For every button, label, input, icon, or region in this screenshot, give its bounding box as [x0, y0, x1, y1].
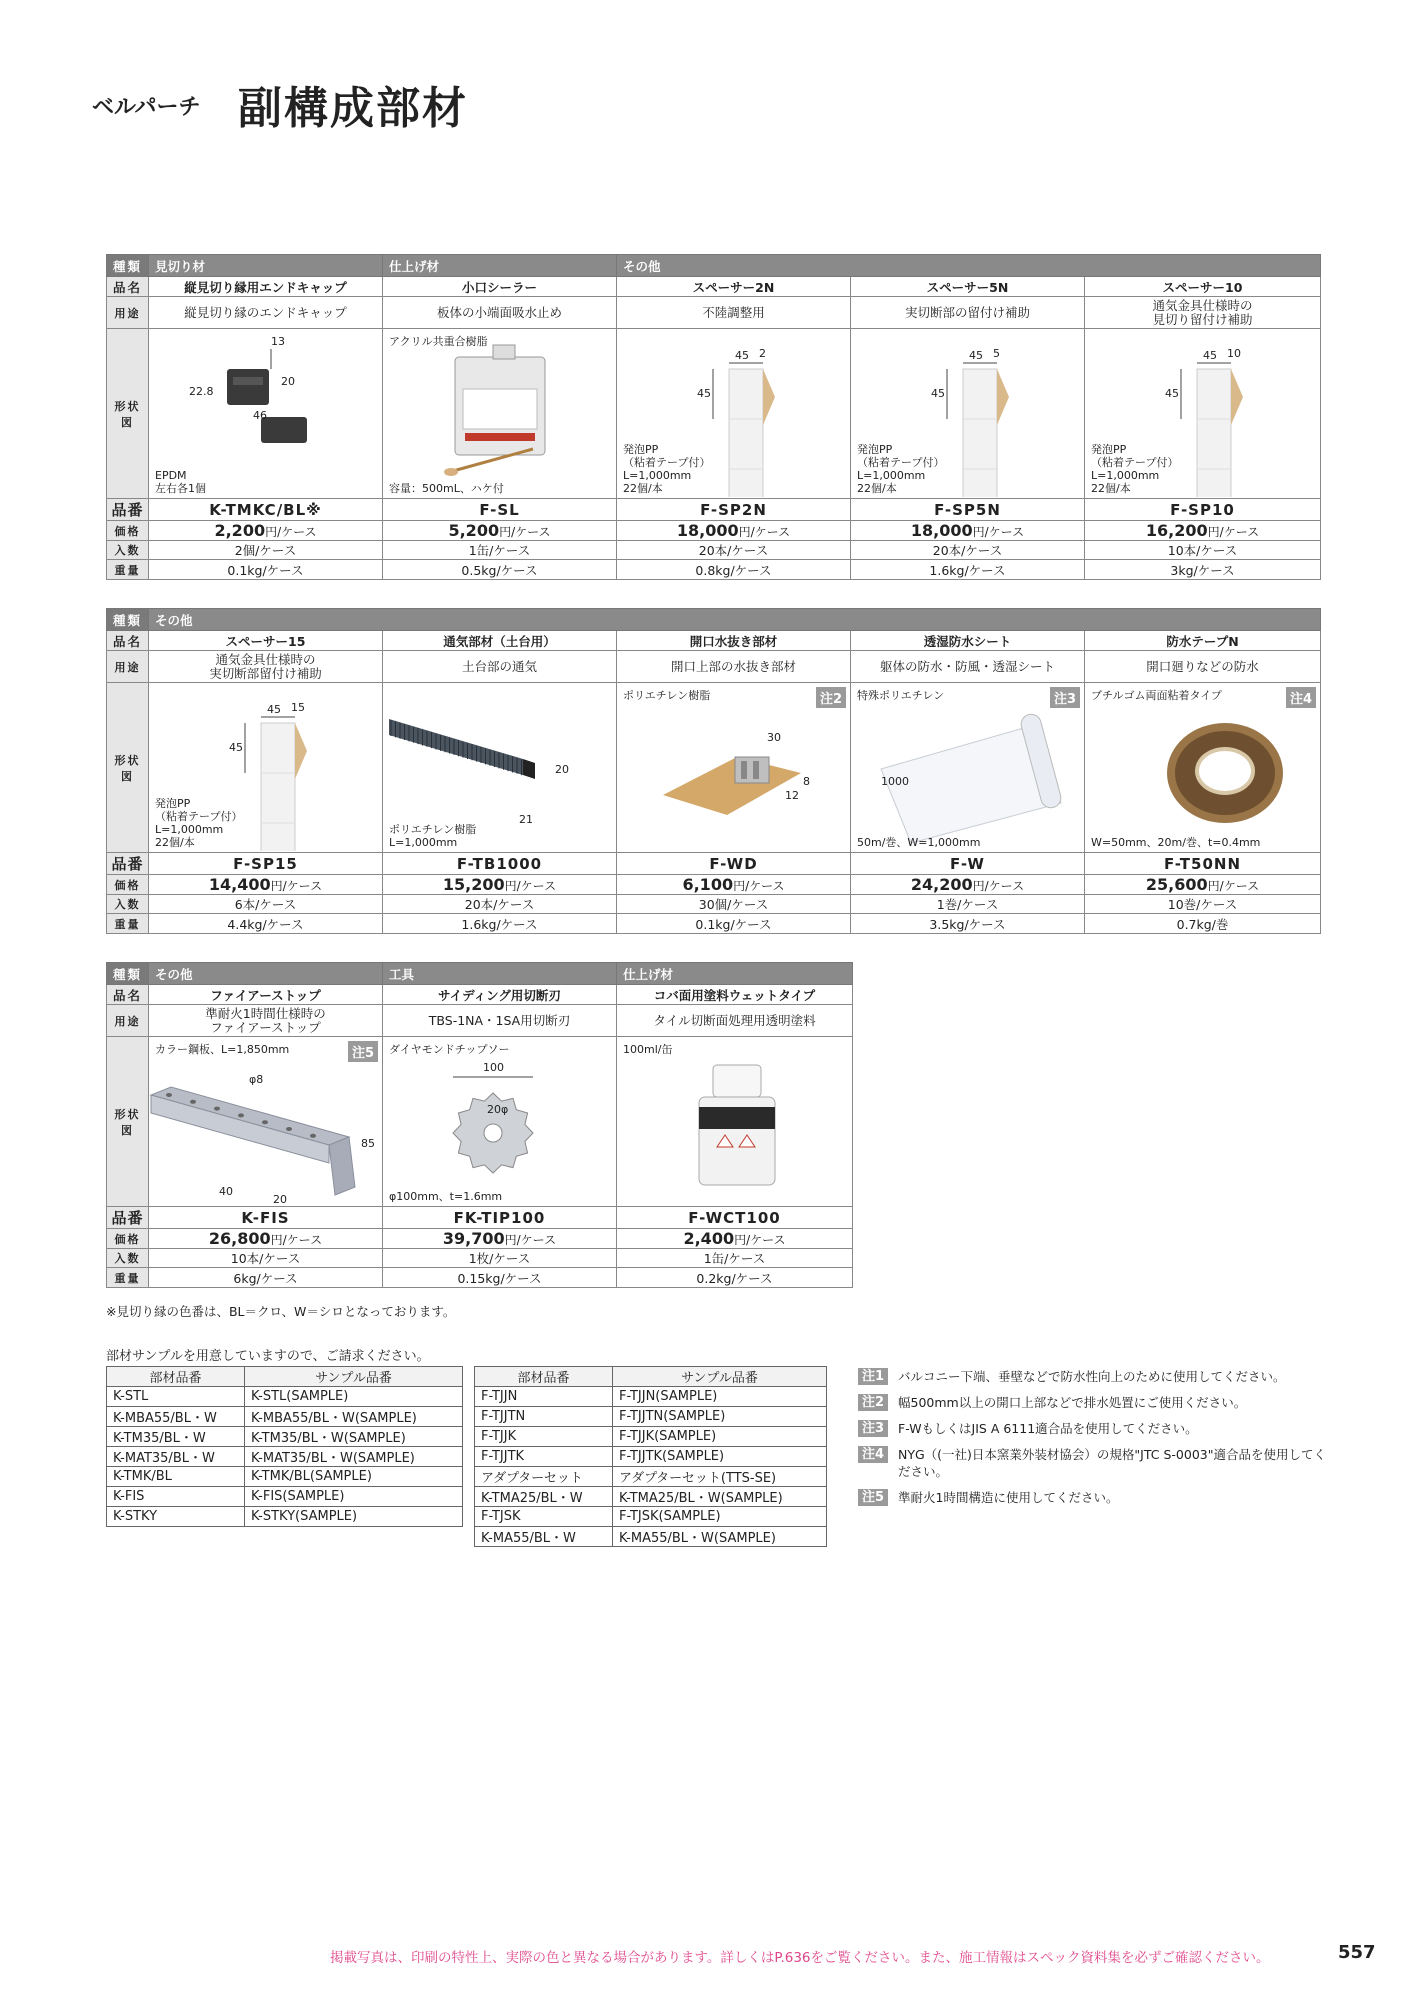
sample-row [107, 1507, 463, 1527]
product-weight: 1.6kg/ケース [851, 560, 1085, 580]
price-label: 価格 [107, 1229, 149, 1249]
sample-code: F-TJJK(SAMPLE) [613, 1427, 827, 1447]
product-price [149, 1229, 383, 1249]
product-figure [149, 329, 383, 499]
product-price [1085, 521, 1321, 541]
use-label: 用途 [107, 297, 149, 329]
parts-table-1 [106, 254, 1321, 580]
dimension-label: 45 [697, 387, 711, 400]
dimension-label: 45 [229, 741, 243, 754]
figure-material: ダイヤモンドチップソー [389, 1043, 510, 1056]
dimension-label: 100 [483, 1061, 504, 1074]
product-code: F-SP15 [149, 853, 383, 875]
qty-label: 入数 [107, 895, 149, 914]
code-label: 品番 [107, 853, 149, 875]
group-header: 工具 [383, 963, 617, 985]
product-name: スペーサー15 [149, 631, 383, 651]
price-label: 価格 [107, 521, 149, 541]
sample-row [107, 1467, 463, 1487]
product-price [383, 1229, 617, 1249]
product-figure [617, 329, 851, 499]
sample-code: K-TMA25/BL・W(SAMPLE) [613, 1487, 827, 1507]
sample-row [107, 1447, 463, 1467]
note-badge: 注2 [858, 1394, 888, 1411]
part-code: F-TJJTN [475, 1407, 613, 1427]
product-weight: 0.7kg/巻 [1085, 914, 1321, 934]
dimension-label: 5 [993, 347, 1000, 360]
price-unit: 円/ケース [265, 525, 317, 539]
dimension-label: 15 [291, 701, 305, 714]
price-value: 24,200 [910, 875, 973, 894]
product-use: TBS-1NA・1SA用切断刃 [383, 1005, 617, 1037]
product-use: 準耐火1時間仕様時の ファイアーストップ [149, 1005, 383, 1037]
product-illustration [383, 1037, 615, 1205]
shape-label: 形状図 [107, 683, 149, 853]
dimension-label: 20φ [487, 1103, 509, 1116]
price-unit: 円/ケース [972, 525, 1025, 539]
product-code: F-TB1000 [383, 853, 617, 875]
name-label: 品名 [107, 277, 149, 297]
sample-row [107, 1387, 463, 1407]
product-weight: 3.5kg/ケース [851, 914, 1085, 934]
dimension-label: 46 [253, 409, 267, 422]
sample-intro: 部材サンプルを用意していますので、ご請求ください。 [106, 1349, 430, 1364]
dimension-label: 45 [735, 349, 749, 362]
product-weight: 6kg/ケース [149, 1268, 383, 1288]
part-code: K-TM35/BL・W [107, 1427, 245, 1447]
dimension-label: 2 [759, 347, 766, 360]
price-unit: 円/ケース [1207, 879, 1260, 893]
product-name: 防水テープN [1085, 631, 1321, 651]
product-illustration [617, 683, 849, 851]
dimension-label: 21 [519, 813, 533, 826]
dimension-label: 20 [273, 1193, 287, 1205]
product-figure [149, 1037, 383, 1207]
product-price [617, 1229, 853, 1249]
price-value: 26,800 [208, 1229, 271, 1248]
figure-spec: 発泡PP （粘着テープ付） L=1,000mm 22個/本 [155, 797, 243, 849]
figure-material: 特殊ポリエチレン [857, 689, 945, 702]
product-illustration [851, 683, 1083, 851]
product-code: F-SP10 [1085, 499, 1321, 521]
product-price [617, 875, 851, 895]
sample-row [475, 1407, 827, 1427]
group-header: 仕上げ材 [617, 963, 853, 985]
product-figure [383, 1037, 617, 1207]
product-illustration [383, 329, 615, 497]
sample-code: K-MA55/BL・W(SAMPLE) [613, 1527, 827, 1547]
figure-spec: W=50mm、20m/巻、t=0.4mm [1091, 836, 1261, 849]
footer-disclaimer: 掲載写真は、印刷の特性上、実際の色と異なる場合があります。詳しくはP.636をご覧ください。また、施工情報はスペック資料集を必ずご確認ください。 [330, 1950, 1270, 1966]
product-weight: 0.5kg/ケース [383, 560, 617, 580]
qty-label: 入数 [107, 1249, 149, 1268]
product-code: F-SL [383, 499, 617, 521]
product-price [383, 875, 617, 895]
product-code: K-FIS [149, 1207, 383, 1229]
note-text: 幅500mm以上の開口上部などで排水処置にご使用ください。 [898, 1395, 1247, 1410]
figure-spec: 発泡PP （粘着テープ付） L=1,000mm 22個/本 [1091, 443, 1179, 495]
product-figure [383, 683, 617, 853]
group-header: 仕上げ材 [383, 255, 617, 277]
product-name: 通気部材（土台用） [383, 631, 617, 651]
price-unit: 円/ケース [734, 1233, 786, 1247]
product-figure [149, 683, 383, 853]
product-use: 板体の小端面吸水止め [383, 297, 617, 329]
group-header: その他 [149, 963, 383, 985]
sample-col-header: 部材品番 [475, 1367, 613, 1387]
price-value: 25,600 [1145, 875, 1208, 894]
product-price [149, 521, 383, 541]
product-use: 開口上部の水抜き部材 [617, 651, 851, 683]
note-text: F-WもしくはJIS A 6111適合品を使用してください。 [898, 1421, 1198, 1436]
product-figure [1085, 329, 1321, 499]
product-qty: 10巻/ケース [1085, 895, 1321, 914]
sample-code: F-TJSK(SAMPLE) [613, 1507, 827, 1527]
product-use: 不陸調整用 [617, 297, 851, 329]
part-code: F-TJJN [475, 1387, 613, 1407]
shape-label: 形状図 [107, 1037, 149, 1207]
price-unit: 円/ケース [504, 1233, 557, 1247]
code-label: 品番 [107, 1207, 149, 1229]
price-unit: 円/ケース [1207, 525, 1260, 539]
product-name: 開口水抜き部材 [617, 631, 851, 651]
product-name: スペーサー10 [1085, 277, 1321, 297]
figure-material: カラー鋼板、L=1,850mm [155, 1043, 290, 1056]
part-code: F-TJJK [475, 1427, 613, 1447]
product-qty: 2個/ケース [149, 541, 383, 560]
product-figure [851, 683, 1085, 853]
product-qty: 1枚/ケース [383, 1249, 617, 1268]
dimension-label: 20 [555, 763, 569, 776]
product-name: 縦見切り縁用エンドキャップ [149, 277, 383, 297]
product-use: 通気金具仕様時の 実切断部留付け補助 [149, 651, 383, 683]
product-code: F-T50NN [1085, 853, 1321, 875]
product-code: K-TMKC/BL※ [149, 499, 383, 521]
name-label: 品名 [107, 631, 149, 651]
type-label: 種類 [107, 609, 149, 631]
note-badge: 注4 [858, 1446, 888, 1463]
product-price [149, 875, 383, 895]
figure-spec: φ100mm、t=1.6mm [389, 1190, 503, 1203]
code-label: 品番 [107, 499, 149, 521]
sample-code: アダプターセット(TTS-SE) [613, 1467, 827, 1487]
product-use: 躯体の防水・防風・透湿シート [851, 651, 1085, 683]
product-qty: 20本/ケース [383, 895, 617, 914]
sample-col-header: サンプル品番 [613, 1367, 827, 1387]
dimension-label: 30 [767, 731, 781, 744]
figure-spec: 50m/巻、W=1,000mm [857, 836, 981, 849]
note-item [858, 1394, 1328, 1411]
product-weight: 3kg/ケース [1085, 560, 1321, 580]
product-qty: 10本/ケース [1085, 541, 1321, 560]
note-ref-badge: 注3 [1050, 687, 1080, 708]
weight-label: 重量 [107, 914, 149, 934]
product-illustration [149, 1037, 381, 1205]
figure-spec: EPDM 左右各1個 [155, 469, 206, 495]
product-weight: 0.1kg/ケース [617, 914, 851, 934]
dimension-label: 22.8 [189, 385, 214, 398]
product-code: F-W [851, 853, 1085, 875]
figure-material: 100ml/缶 [623, 1043, 673, 1056]
figure-spec: ポリエチレン樹脂 L=1,000mm [389, 823, 477, 849]
parts-table-2 [106, 608, 1321, 934]
product-name: サイディング用切断刃 [383, 985, 617, 1005]
product-code: F-WD [617, 853, 851, 875]
group-header: その他 [149, 609, 1321, 631]
price-value: 18,000 [910, 521, 973, 540]
group-header: 見切り材 [149, 255, 383, 277]
page-number: 557 [1338, 1942, 1376, 1963]
sample-row [475, 1507, 827, 1527]
sample-table-right [474, 1366, 827, 1547]
product-use: 開口廻りなどの防水 [1085, 651, 1321, 683]
product-price [617, 521, 851, 541]
color-code-note: ※見切り縁の色番は、BL＝クロ、W＝シロとなっております。 [106, 1304, 456, 1319]
note-item [858, 1489, 1328, 1506]
sample-code: F-TJJTK(SAMPLE) [613, 1447, 827, 1467]
dimension-label: 8 [803, 775, 810, 788]
weight-label: 重量 [107, 560, 149, 580]
sample-row [107, 1427, 463, 1447]
product-qty: 20本/ケース [617, 541, 851, 560]
product-illustration [1085, 683, 1317, 851]
product-illustration [617, 1037, 849, 1205]
product-name: コバ面用塗料ウェットタイプ [617, 985, 853, 1005]
brand-label: ベルパーチ [92, 95, 201, 120]
price-value: 5,200 [448, 521, 500, 540]
price-value: 2,200 [214, 521, 266, 540]
note-item [858, 1420, 1328, 1437]
part-code: K-MBA55/BL・W [107, 1407, 245, 1427]
product-figure [1085, 683, 1321, 853]
dimension-label: 12 [785, 789, 799, 802]
figure-spec: 発泡PP （粘着テープ付） L=1,000mm 22個/本 [857, 443, 945, 495]
type-label: 種類 [107, 255, 149, 277]
part-code: K-FIS [107, 1487, 245, 1507]
note-text: バルコニー下端、垂壁などで防水性向上のために使用してください。 [898, 1369, 1286, 1384]
note-ref-badge: 注2 [816, 687, 846, 708]
part-code: K-MAT35/BL・W [107, 1447, 245, 1467]
figure-spec: 発泡PP （粘着テープ付） L=1,000mm 22個/本 [623, 443, 711, 495]
dimension-label: 20 [281, 375, 295, 388]
product-qty: 6本/ケース [149, 895, 383, 914]
sample-row [475, 1487, 827, 1507]
product-figure [851, 329, 1085, 499]
dimension-label: 13 [271, 335, 285, 348]
part-code: K-MA55/BL・W [475, 1527, 613, 1547]
product-qty: 1缶/ケース [617, 1249, 853, 1268]
product-price [851, 521, 1085, 541]
sample-row [475, 1427, 827, 1447]
sample-row [107, 1487, 463, 1507]
sample-col-header: サンプル品番 [245, 1367, 463, 1387]
price-unit: 円/ケース [733, 879, 785, 893]
product-code: FK-TIP100 [383, 1207, 617, 1229]
note-badge: 注5 [858, 1489, 888, 1506]
part-code: K-TMK/BL [107, 1467, 245, 1487]
sample-table-left [106, 1366, 463, 1527]
sample-code: K-TMK/BL(SAMPLE) [245, 1467, 463, 1487]
product-name: ファイアーストップ [149, 985, 383, 1005]
sample-code: K-STL(SAMPLE) [245, 1387, 463, 1407]
part-code: F-TJJTK [475, 1447, 613, 1467]
product-name: スペーサー5N [851, 277, 1085, 297]
dimension-label: 85 [361, 1137, 375, 1150]
dimension-label: 40 [219, 1185, 233, 1198]
sample-row [107, 1407, 463, 1427]
part-code: K-TMA25/BL・W [475, 1487, 613, 1507]
name-label: 品名 [107, 985, 149, 1005]
product-figure [617, 683, 851, 853]
dimension-label: 45 [931, 387, 945, 400]
note-text: NYG（(一社)日本窯業外装材協会）の規格"JTC S-0003"適合品を使用してください。 [898, 1447, 1326, 1479]
parts-table-3 [106, 962, 853, 1288]
product-code: F-SP5N [851, 499, 1085, 521]
price-unit: 円/ケース [270, 1233, 323, 1247]
price-unit: 円/ケース [499, 525, 551, 539]
product-weight: 0.2kg/ケース [617, 1268, 853, 1288]
price-unit: 円/ケース [270, 879, 323, 893]
product-use: 土台部の通気 [383, 651, 617, 683]
sample-col-header: 部材品番 [107, 1367, 245, 1387]
weight-label: 重量 [107, 1268, 149, 1288]
sample-code: F-TJJTN(SAMPLE) [613, 1407, 827, 1427]
group-header: その他 [617, 255, 1321, 277]
dimension-label: 45 [1203, 349, 1217, 362]
part-code: F-TJSK [475, 1507, 613, 1527]
note-badge: 注1 [858, 1368, 888, 1385]
product-weight: 0.15kg/ケース [383, 1268, 617, 1288]
shape-label: 形状図 [107, 329, 149, 499]
product-code: F-WCT100 [617, 1207, 853, 1229]
price-value: 15,200 [442, 875, 505, 894]
dimension-label: 45 [1165, 387, 1179, 400]
price-label: 価格 [107, 875, 149, 895]
price-value: 6,100 [682, 875, 734, 894]
product-name: 透湿防水シート [851, 631, 1085, 651]
product-name: スペーサー2N [617, 277, 851, 297]
product-qty: 1缶/ケース [383, 541, 617, 560]
product-price [383, 521, 617, 541]
sample-row [475, 1527, 827, 1547]
sample-code: K-MBA55/BL・W(SAMPLE) [245, 1407, 463, 1427]
part-code: アダプターセット [475, 1467, 613, 1487]
figure-material: ポリエチレン樹脂 [623, 689, 711, 702]
product-qty: 30個/ケース [617, 895, 851, 914]
use-label: 用途 [107, 651, 149, 683]
product-use: 通気金具仕様時の 見切り留付け補助 [1085, 297, 1321, 329]
dimension-label: φ8 [249, 1073, 264, 1086]
note-item [858, 1368, 1328, 1385]
product-use: 縦見切り縁のエンドキャップ [149, 297, 383, 329]
price-unit: 円/ケース [738, 525, 791, 539]
sample-code: K-STKY(SAMPLE) [245, 1507, 463, 1527]
price-value: 18,000 [676, 521, 739, 540]
figure-material: アクリル共重合樹脂 [389, 335, 488, 348]
type-label: 種類 [107, 963, 149, 985]
product-price [851, 875, 1085, 895]
note-item [858, 1446, 1328, 1480]
product-use: タイル切断面処理用透明塗料 [617, 1005, 853, 1037]
sample-code: F-TJJN(SAMPLE) [613, 1387, 827, 1407]
price-value: 14,400 [208, 875, 271, 894]
price-value: 16,200 [1145, 521, 1208, 540]
note-ref-badge: 注4 [1286, 687, 1316, 708]
sample-row [475, 1447, 827, 1467]
product-weight: 1.6kg/ケース [383, 914, 617, 934]
sample-code: K-FIS(SAMPLE) [245, 1487, 463, 1507]
sample-code: K-MAT35/BL・W(SAMPLE) [245, 1447, 463, 1467]
notes-list [858, 1368, 1328, 1515]
price-value: 39,700 [442, 1229, 505, 1248]
price-value: 2,400 [683, 1229, 735, 1248]
product-use: 実切断部の留付け補助 [851, 297, 1085, 329]
price-unit: 円/ケース [972, 879, 1025, 893]
page-title: 副構成部材 [238, 83, 468, 134]
dimension-label: 1000 [881, 775, 909, 788]
use-label: 用途 [107, 1005, 149, 1037]
product-weight: 0.8kg/ケース [617, 560, 851, 580]
qty-label: 入数 [107, 541, 149, 560]
note-badge: 注3 [858, 1420, 888, 1437]
dimension-label: 45 [969, 349, 983, 362]
dimension-label: 45 [267, 703, 281, 716]
part-code: K-STKY [107, 1507, 245, 1527]
note-ref-badge: 注5 [348, 1041, 378, 1062]
product-qty: 1巻/ケース [851, 895, 1085, 914]
product-weight: 4.4kg/ケース [149, 914, 383, 934]
product-code: F-SP2N [617, 499, 851, 521]
dimension-label: 10 [1227, 347, 1241, 360]
product-qty: 10本/ケース [149, 1249, 383, 1268]
product-price [1085, 875, 1321, 895]
product-name: 小口シーラー [383, 277, 617, 297]
sample-code: K-TM35/BL・W(SAMPLE) [245, 1427, 463, 1447]
figure-spec: 容量：500mL、ハケ付 [389, 482, 504, 495]
sample-row [475, 1387, 827, 1407]
part-code: K-STL [107, 1387, 245, 1407]
product-weight: 0.1kg/ケース [149, 560, 383, 580]
figure-material: ブチルゴム両面粘着タイプ [1091, 689, 1222, 702]
product-figure [617, 1037, 853, 1207]
product-figure [383, 329, 617, 499]
product-qty: 20本/ケース [851, 541, 1085, 560]
sample-row [475, 1467, 827, 1487]
note-text: 準耐火1時間構造に使用してください。 [898, 1490, 1119, 1505]
price-unit: 円/ケース [504, 879, 557, 893]
